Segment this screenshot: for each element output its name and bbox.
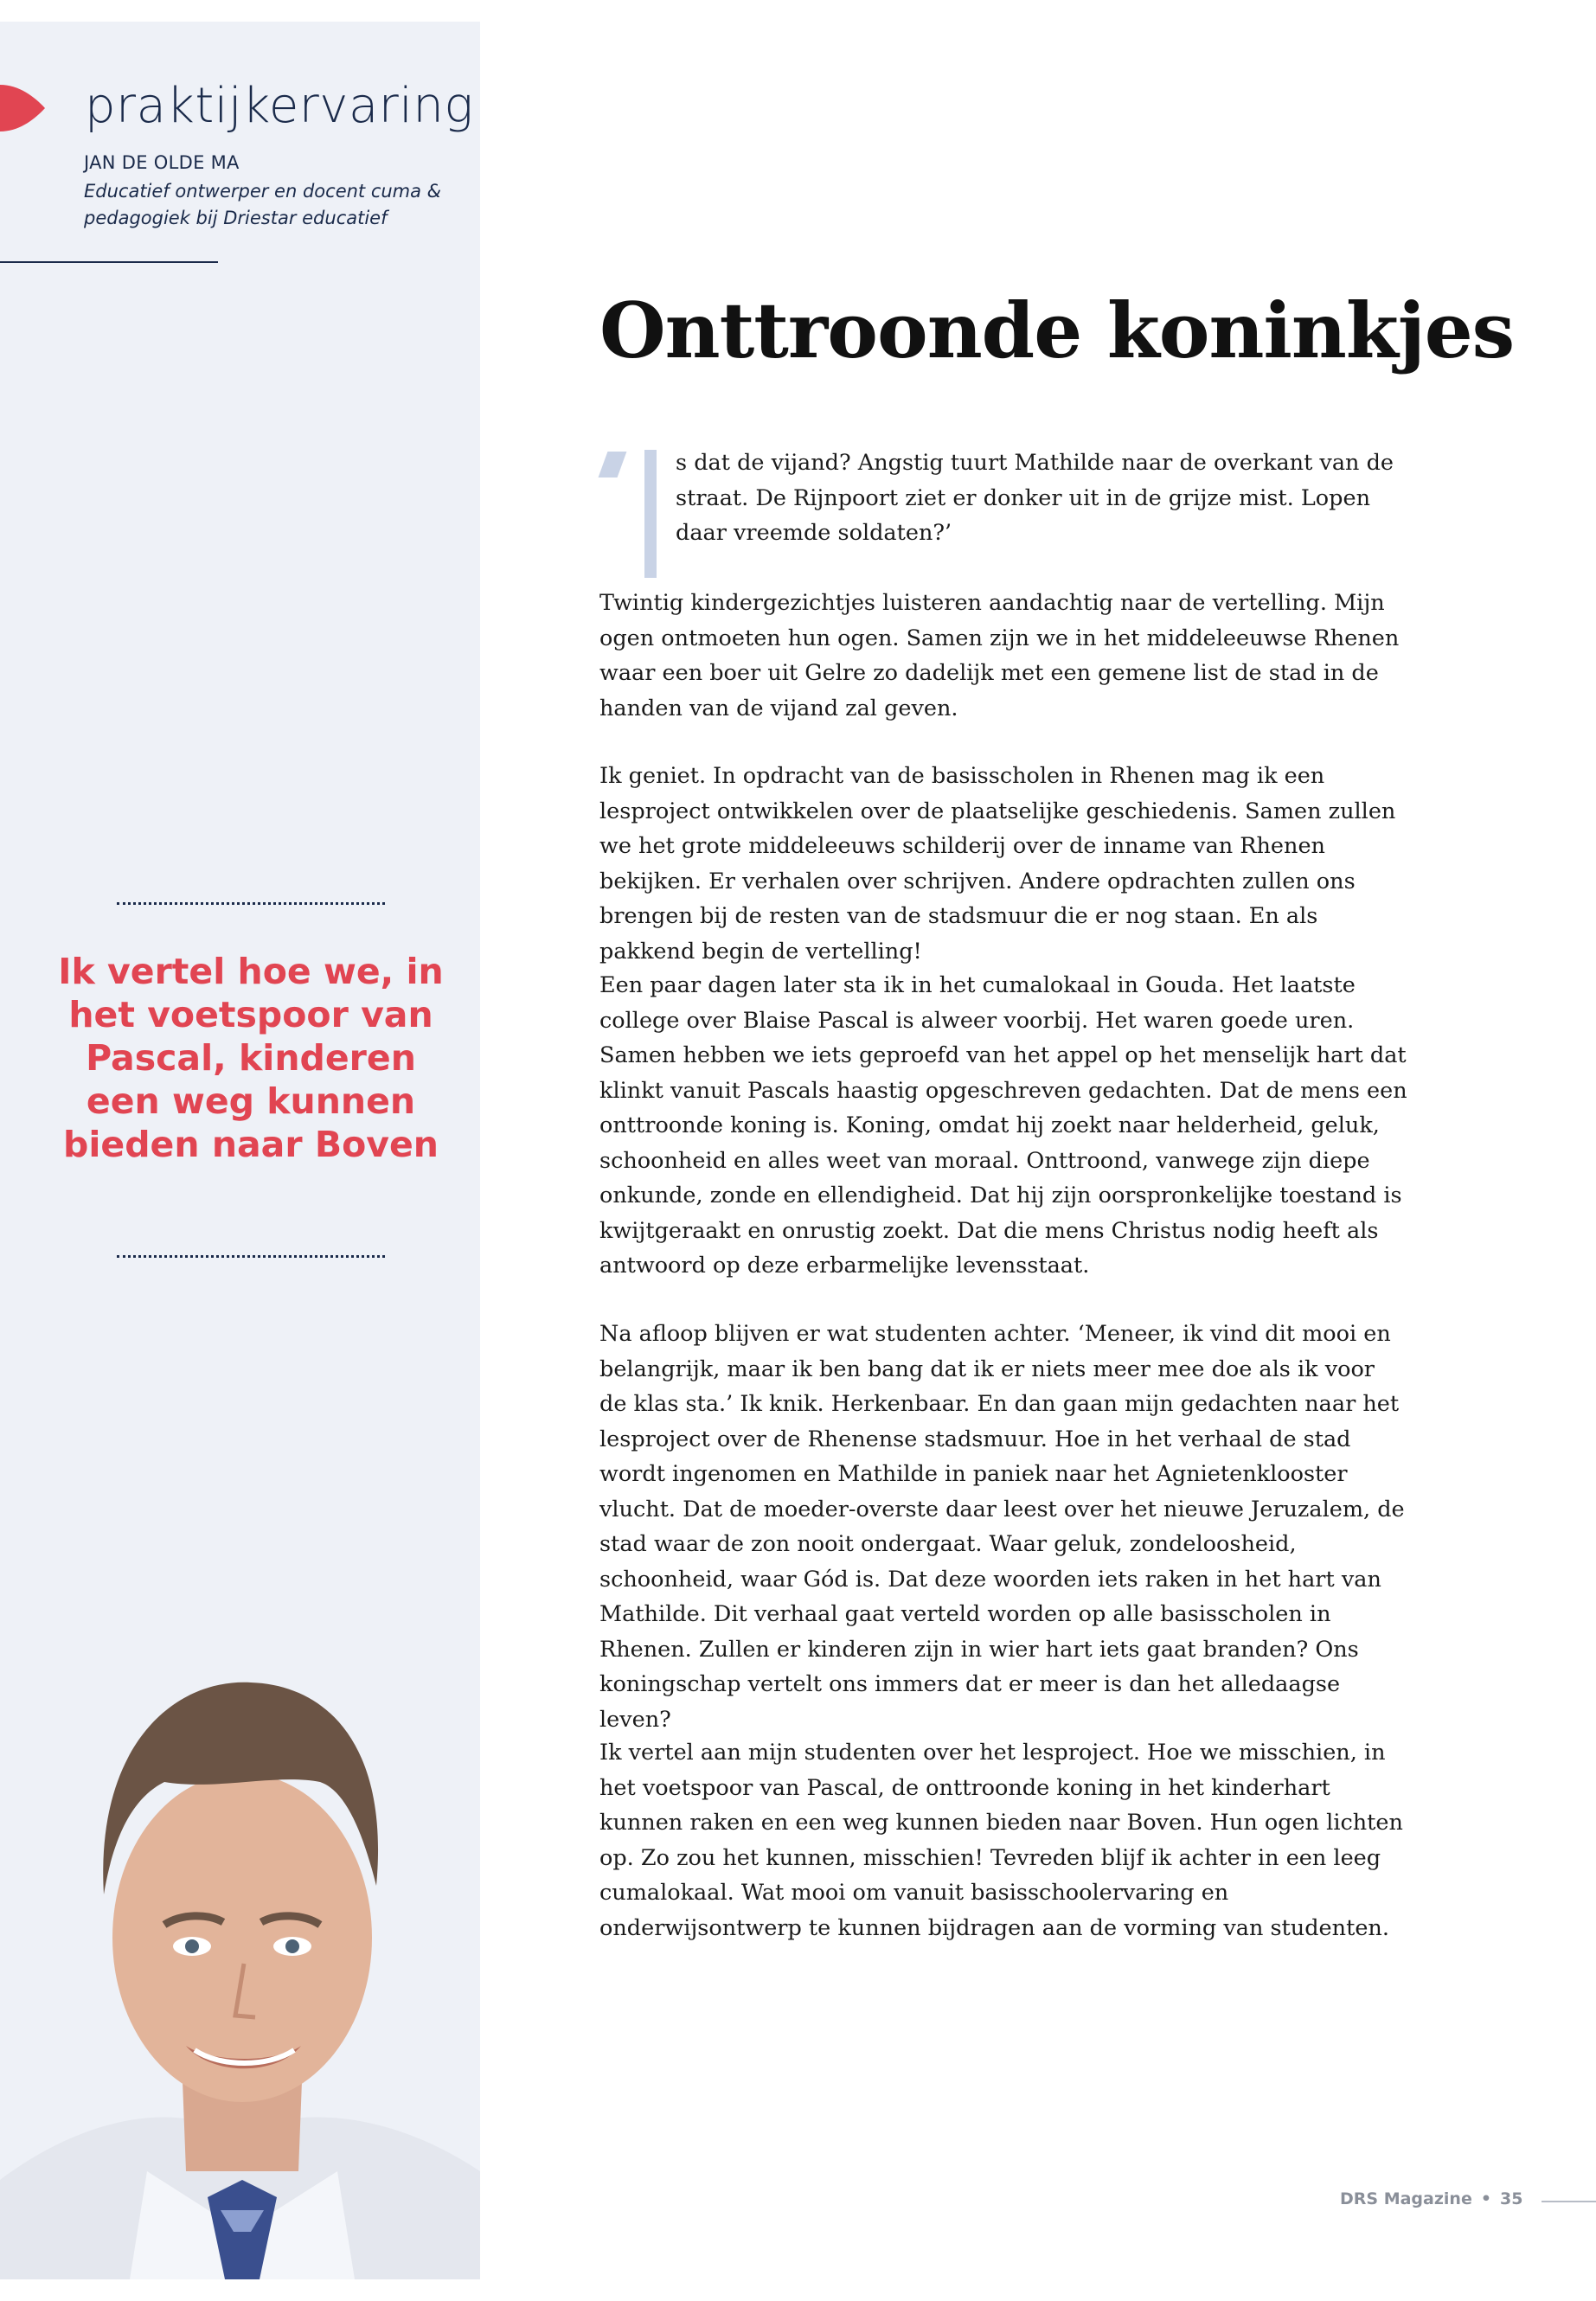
paragraph-6: Ik vertel aan mijn studenten over het lesproject. Hoe we misschien, in het voetspoor van Pascal, de onttroonde koning in het kinderhart kunnen raken en een weg kunnen bieden naar Boven. Hun ogen lichten op. Zo zou het kunnen, misschien! Tevreden blijf ik achter in een leeg cumalokaal. Wat mooi om vanuit basisschoolervaring en onderwijsontwerp te kunnen bijdragen aan de vorming van studenten. <box>599 1740 1403 1941</box>
magazine-name: DRS Magazine <box>1340 2189 1472 2208</box>
author-portrait <box>0 1574 480 2279</box>
pull-quote: Ik vertel hoe we, in het voetspoor van Pascal, kinderen een weg kunnen bieden naar Boven <box>58 951 444 1165</box>
quote-divider-bottom <box>117 1255 385 1258</box>
section-title: praktijkervaring <box>85 78 474 134</box>
paragraph-5: Na afloop blijven er wat studenten achter. ‘Meneer, ik vind dit mooi en belangrijk, maar ik ben bang dat ik er niets meer mee doe als ik voor de klas sta.’ Ik knik. Herkenbaar. En dan gaan mijn gedachten naar het lesproject over de Rhenense stadsmuur. Hoe in het verhaal de stad wordt ingenomen en Mathilde in paniek naar het Agnietenklooster vlucht. Dat de moeder-overste daar leest over het nieuwe Jeruzalem, de stad waar de zon nooit ondergaat. Waar geluk, zondeloosheid, schoonheid, waar Gód is. Dat deze woorden iets raken in het hart van Mathilde. Dit verhaal gaat verteld worden op alle basisscholen in Rhenen. Zullen er kinderen zijn in wier hart iets gaat branden? Ons koningschap vertelt ons immers dat er meer is dan het alledaagse leven? <box>599 1321 1405 1733</box>
section-marker-icon <box>0 85 45 131</box>
drop-cap <box>595 443 656 581</box>
divider <box>0 261 218 263</box>
footer-separator: • <box>1480 2189 1491 2208</box>
paragraph-2: Twintig kindergezichtjes luisteren aandachtig naar de vertelling. Mijn ogen ontmoeten hun ogen. Samen zijn we in het middeleeuwse Rhenen waar een boer uit Gelre zo dadelijk met een gemene list de stad in de handen van de vijand zal geven. <box>599 590 1400 721</box>
page-footer <box>1340 2189 1522 2208</box>
quote-divider-top <box>117 902 385 905</box>
author-role: Educatief ontwerper en docent cuma & pedagogiek bij Driestar educatief <box>84 181 442 228</box>
paragraph-3: Ik geniet. In opdracht van de basisscholen in Rhenen mag ik een lesproject ontwikkelen over de plaatselijke geschiedenis. Samen zullen we het grote middeleeuws schilderij over de inname van Rhenen bekijken. Er verhalen over schrijven. Andere opdrachten zullen ons brengen bij de resten van de stadsmuur die er nog staan. En als pakkend begin de vertelling! <box>599 763 1396 965</box>
page-number: 35 <box>1500 2189 1523 2208</box>
author-name: JAN DE OLDE MA <box>84 152 240 173</box>
article-headline: Onttroonde koninkjes <box>599 285 1515 375</box>
paragraph-4: Een paar dagen later sta ik in het cumalokaal in Gouda. Het laatste college over Blaise Pascal is alweer voorbij. Het waren goede uren. Samen hebben we iets geproefd van het appel op het menselijk hart dat klinkt vanuit Pascals haastig opgeschreven gedachten. Dat de mens een onttroonde koning is. Koning, omdat hij zoekt naar helderheid, geluk, schoonheid en alles weet van moraal. Onttroond, vanwege zijn diepe onkunde, zonde en ellendigheid. Dat hij zijn oorspronkelijke toestand is kwijtgeraakt en onrustig zoekt. Dat die mens Christus nodig heeft als antwoord op deze erbarmelijke levensstaat. <box>599 972 1407 1279</box>
footer-rule <box>1542 2201 1596 2202</box>
paragraph-1: s dat de vijand? Angstig tuurt Mathilde naar de overkant van de straat. De Rijnpoort ziet er donker uit in de grijze mist. Lopen daar vreemde soldaten?’ <box>676 450 1394 546</box>
